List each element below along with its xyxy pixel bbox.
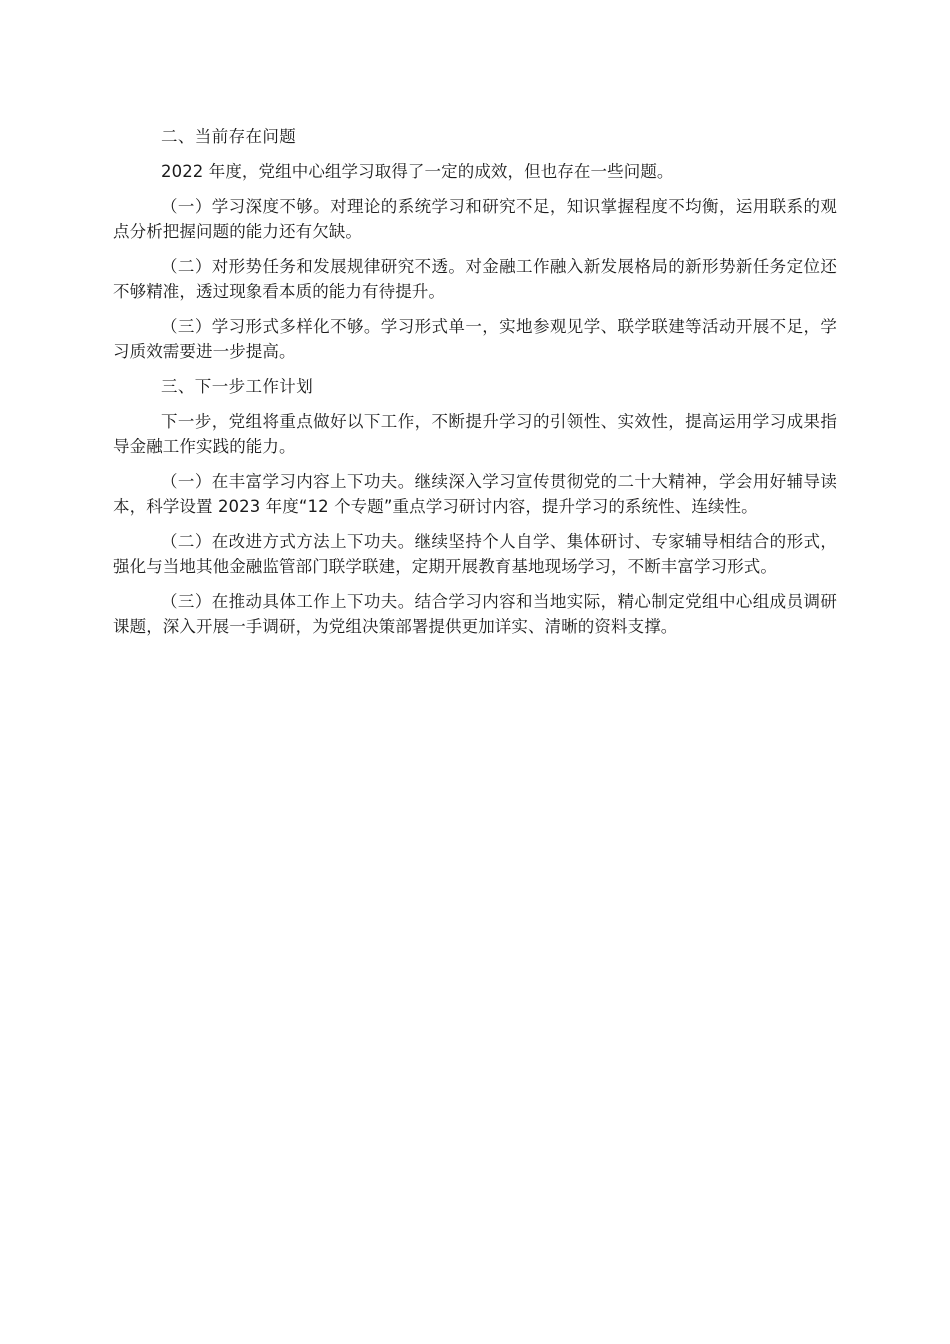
document-body <box>113 124 837 649</box>
paragraph-problem-1: （一）学习深度不够。对理论的系统学习和研究不足，知识掌握程度不均衡，运用联系的观点分析把握问题的能力还有欠缺。 <box>113 197 837 241</box>
paragraph-plan-2: （二）在改进方式方法上下功夫。继续坚持个人自学、集体研讨、专家辅导相结合的形式，强化与当地其他金融监管部门联学联建，定期开展教育基地现场学习，不断丰富学习形式。 <box>113 532 837 576</box>
paragraph-plan-1: （一）在丰富学习内容上下功夫。继续深入学习宣传贯彻党的二十大精神，学会用好辅导读本，科学设置 2023 年度“12 个专题”重点学习研讨内容，提升学习的系统性、连续性。 <box>113 472 837 516</box>
paragraph-plan-intro: 下一步，党组将重点做好以下工作，不断提升学习的引领性、实效性，提高运用学习成果指导金融工作实践的能力。 <box>113 412 837 456</box>
paragraph-problem-2: （二）对形势任务和发展规律研究不透。对金融工作融入新发展格局的新形势新任务定位还不够精准，透过现象看本质的能力有待提升。 <box>113 257 837 301</box>
paragraph-problem-3: （三）学习形式多样化不够。学习形式单一，实地参观见学、联学联建等活动开展不足，学习质效需要进一步提高。 <box>113 317 837 361</box>
section-heading-next-plan: 三、下一步工作计划 <box>161 377 314 396</box>
paragraph-problems-intro: 2022 年度，党组中心组学习取得了一定的成效，但也存在一些问题。 <box>161 162 674 181</box>
paragraph-plan-3: （三）在推动具体工作上下功夫。结合学习内容和当地实际，精心制定党组中心组成员调研课题，深入开展一手调研，为党组决策部署提供更加详实、清晰的资料支撑。 <box>113 592 837 636</box>
section-heading-current-problems: 二、当前存在问题 <box>161 127 297 146</box>
